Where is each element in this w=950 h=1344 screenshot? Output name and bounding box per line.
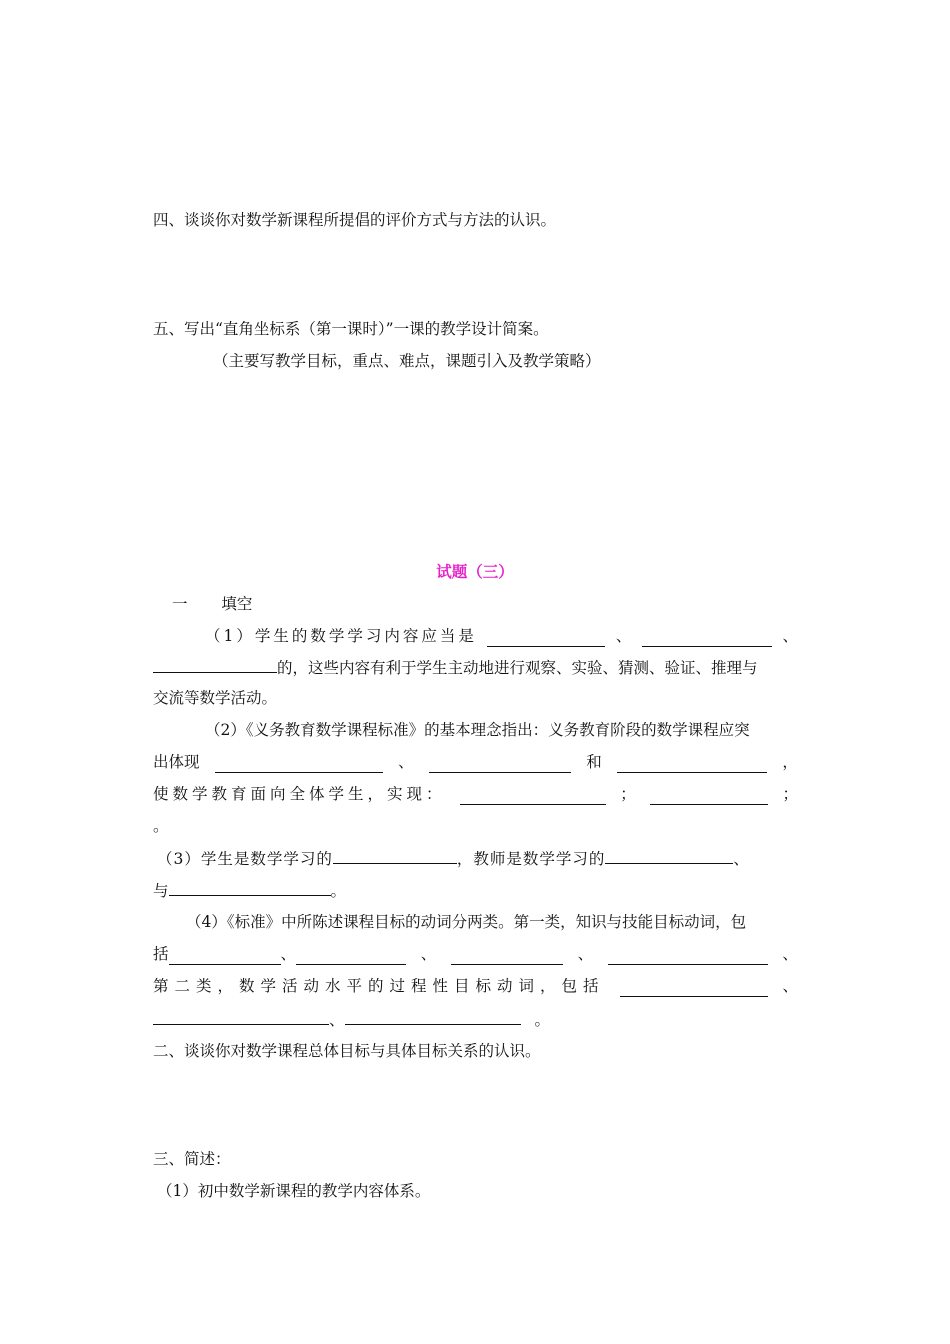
section-1-heading bbox=[172, 593, 798, 615]
item-3-line-1 bbox=[157, 847, 798, 870]
separator: 、 bbox=[615, 627, 632, 645]
answer-blank[interactable] bbox=[605, 847, 733, 864]
item-2-and: 和 bbox=[586, 753, 602, 771]
answer-blank[interactable] bbox=[296, 948, 406, 965]
item-1-text-a: （1）学生的数学学习内容应当是 bbox=[205, 627, 477, 645]
item-1-line-3: 交流等数学活动。 bbox=[153, 689, 278, 707]
section-3: 三、简述： bbox=[153, 1150, 231, 1168]
answer-blank[interactable] bbox=[620, 980, 768, 997]
item-1-line-2 bbox=[153, 656, 798, 679]
answer-blank[interactable] bbox=[345, 1008, 521, 1025]
item-2-line-3 bbox=[153, 783, 798, 805]
answer-blank[interactable] bbox=[215, 756, 383, 773]
separator: 、 bbox=[782, 627, 798, 645]
item-3-text-a: （3）学生是数学学习的 bbox=[157, 850, 333, 868]
separator: 、 bbox=[782, 945, 798, 963]
period: 。 bbox=[330, 882, 347, 900]
answer-blank[interactable] bbox=[460, 788, 606, 805]
answer-blank[interactable] bbox=[169, 948, 281, 965]
semicolon: ； bbox=[782, 785, 798, 803]
answer-blank[interactable] bbox=[487, 630, 605, 647]
item-1-line-1 bbox=[205, 625, 798, 647]
item-2-line-2 bbox=[153, 751, 798, 773]
question-5-note: （主要写教学目标，重点、难点，课题引入及教学策略） bbox=[213, 352, 601, 370]
comma: ， bbox=[782, 753, 798, 771]
item-2-text-c: 使数学教育面向全体学生，实现： bbox=[153, 785, 446, 803]
answer-blank[interactable] bbox=[153, 1008, 329, 1025]
item-4-line-2 bbox=[153, 943, 798, 965]
semicolon: ； bbox=[620, 785, 636, 803]
separator: 、 bbox=[280, 945, 297, 963]
item-3-text-b: ，教师是数学学习的 bbox=[456, 850, 606, 868]
item-2-line-1: （2）《义务教育数学课程标准》的基本理念指出：义务教育阶段的数学课程应突 bbox=[205, 721, 750, 739]
separator: 、 bbox=[329, 1011, 345, 1029]
question-5: 五、写出“直角坐标系（第一课时）”一课的教学设计简案。 bbox=[153, 320, 549, 338]
separator: 、 bbox=[577, 945, 594, 963]
answer-blank[interactable] bbox=[642, 630, 772, 647]
separator: 、 bbox=[420, 945, 437, 963]
answer-blank[interactable] bbox=[650, 788, 768, 805]
answer-blank[interactable] bbox=[429, 756, 571, 773]
separator: 、 bbox=[733, 850, 749, 868]
section-3-item-1: （1）初中数学新课程的教学内容体系。 bbox=[157, 1182, 431, 1200]
item-3-line-2 bbox=[153, 879, 798, 902]
answer-blank[interactable] bbox=[153, 656, 277, 673]
period: 。 bbox=[534, 1011, 551, 1029]
item-4-text-b: 括 bbox=[153, 945, 169, 963]
answer-blank[interactable] bbox=[333, 847, 457, 864]
item-2-text-b: 出体现 bbox=[153, 753, 200, 771]
test-title: 试题（三） bbox=[436, 562, 514, 581]
question-4: 四、谈谈你对数学新课程所提倡的评价方式与方法的认识。 bbox=[153, 211, 557, 229]
separator: 、 bbox=[782, 977, 798, 995]
section-1-number: 一 bbox=[172, 595, 188, 613]
item-2-line-4: 。 bbox=[153, 817, 169, 835]
item-4-line-3 bbox=[153, 975, 798, 997]
item-4-text-c: 第二类，数学活动水平的过程性目标动词，包括 bbox=[153, 977, 605, 995]
item-4-line-4 bbox=[153, 1008, 798, 1031]
answer-blank[interactable] bbox=[169, 879, 331, 896]
answer-blank[interactable] bbox=[617, 756, 767, 773]
section-2: 二、谈谈你对数学课程总体目标与具体目标关系的认识。 bbox=[153, 1042, 541, 1060]
answer-blank[interactable] bbox=[608, 948, 768, 965]
item-3-text-c: 与 bbox=[153, 882, 169, 900]
answer-blank[interactable] bbox=[451, 948, 563, 965]
item-4-line-1: （4）《标准》中所陈述课程目标的动词分两类。第一类，知识与技能目标动词，包 bbox=[186, 913, 747, 931]
separator: 、 bbox=[398, 753, 414, 771]
item-1-text-b: 的，这些内容有利于学生主动地进行观察、实验、猜测、验证、推理与 bbox=[277, 659, 758, 677]
section-1-label: 填空 bbox=[221, 595, 253, 613]
